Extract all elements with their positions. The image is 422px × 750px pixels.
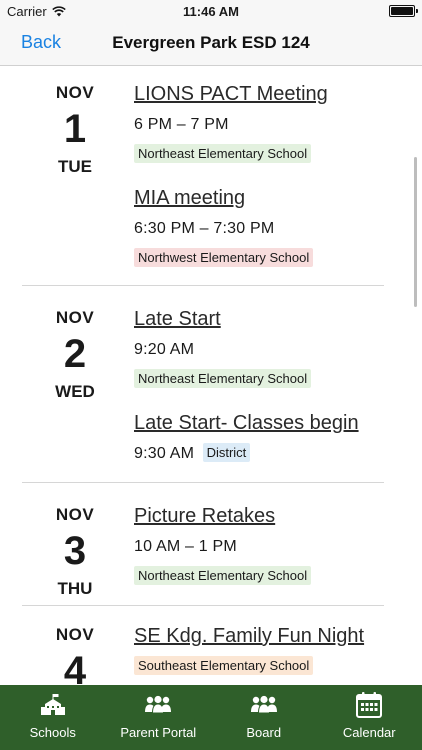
back-button[interactable]: Back (21, 32, 62, 52)
event-title[interactable]: MIA meeting (134, 187, 246, 209)
weekday-label: THU (57, 579, 93, 598)
event-time: 10 AM – 1 PM (134, 538, 237, 555)
event-time: 9:30 AM (134, 445, 195, 462)
school-icon (39, 691, 67, 719)
people-icon (143, 691, 173, 719)
divider (22, 285, 384, 286)
scrollbar[interactable] (414, 157, 417, 307)
location-badge: Southeast Elementary School (134, 656, 313, 675)
location-badge: Northwest Elementary School (134, 248, 313, 267)
tab-label: Calendar (342, 725, 396, 740)
date-block (22, 625, 128, 685)
location-badge: Northeast Elementary School (134, 566, 311, 585)
calendar-list[interactable] (0, 67, 422, 685)
tab-label: Board (246, 725, 282, 740)
event-time: 6:30 PM – 7:30 PM (134, 220, 275, 237)
event-title[interactable]: SE Kdg. Family Fun Night (134, 625, 365, 647)
people-icon (249, 691, 279, 719)
tab-board[interactable] (211, 685, 317, 750)
day-number: 3 (63, 529, 87, 573)
month-label: NOV (55, 308, 95, 327)
event-time: 9:20 AM (134, 341, 195, 358)
event-item[interactable] (134, 187, 394, 267)
month-label: NOV (55, 505, 95, 524)
event-item[interactable] (134, 308, 394, 388)
day-number: 1 (63, 107, 87, 151)
weekday-label: TUE (58, 157, 92, 176)
event-title[interactable]: LIONS PACT Meeting (134, 83, 328, 105)
carrier-label: Carrier (7, 4, 47, 19)
month-label: NOV (55, 625, 95, 644)
divider (22, 482, 384, 483)
event-item[interactable] (134, 625, 394, 675)
day-number: 4 (63, 649, 87, 685)
date-block (22, 505, 128, 599)
navigation-bar (0, 22, 422, 66)
weekday-label: WED (55, 382, 95, 401)
event-title[interactable]: Late Start (134, 308, 221, 330)
calendar-icon (355, 691, 383, 719)
event-item[interactable] (134, 412, 394, 463)
date-block (22, 83, 128, 177)
event-title[interactable]: Late Start- Classes begin (134, 412, 359, 434)
divider (22, 605, 384, 606)
month-label: NOV (55, 83, 95, 102)
tab-label: Schools (29, 725, 76, 740)
tab-calendar[interactable] (317, 685, 422, 750)
location-badge: Northeast Elementary School (134, 369, 311, 388)
event-item[interactable] (134, 83, 394, 163)
tab-bar (0, 685, 422, 750)
battery-icon (389, 5, 415, 17)
status-time: 11:46 AM (183, 4, 239, 19)
day-number: 2 (63, 332, 87, 376)
tab-parent-portal[interactable] (106, 685, 212, 750)
page-title: Evergreen Park ESD 124 (112, 33, 310, 52)
date-block (22, 308, 128, 402)
tab-label: Parent Portal (120, 725, 197, 740)
location-badge: District (203, 443, 251, 462)
location-badge: Northeast Elementary School (134, 144, 311, 163)
event-title[interactable]: Picture Retakes (134, 505, 276, 527)
status-bar (0, 0, 422, 22)
event-time: 6 PM – 7 PM (134, 116, 229, 133)
tab-schools[interactable] (0, 685, 106, 750)
event-item[interactable] (134, 505, 394, 585)
